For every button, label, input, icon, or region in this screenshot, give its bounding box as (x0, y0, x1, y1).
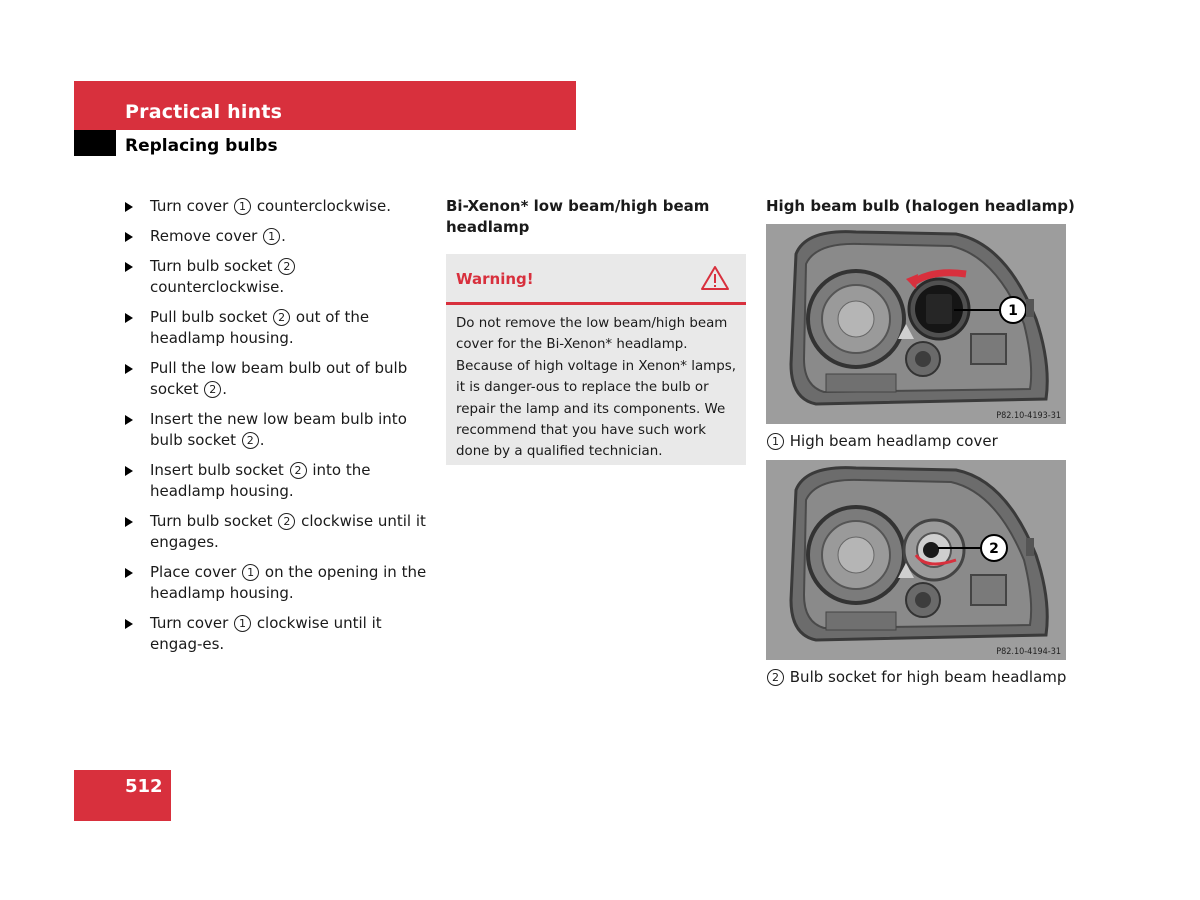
callout-number: 2 (767, 669, 784, 686)
chapter-title: Practical hints (125, 101, 283, 123)
figure-caption: 1 High beam headlamp cover (766, 431, 998, 452)
headlamp-illustration (766, 460, 1066, 660)
bullet-arrow-icon (125, 313, 133, 323)
callout-number: 1 (234, 198, 251, 215)
step-item: Turn bulb socket 2 counterclockwise. (125, 256, 435, 298)
callout-number: 1 (234, 615, 251, 632)
warning-box (446, 254, 746, 465)
step-item: Place cover 1 on the opening in the headlamp housing. (125, 562, 435, 604)
headlamp-photo-socket (766, 460, 1066, 660)
step-item: Insert the new low beam bulb into bulb socket 2 . (125, 409, 435, 451)
callout-number: 2 (273, 309, 290, 326)
bullet-arrow-icon (125, 466, 133, 476)
figure-caption: 2 Bulb socket for high beam headlamp (766, 667, 1066, 688)
bixenon-heading: Bi-Xenon* low beam/high beam headlamp (446, 197, 710, 236)
headlamp-photo-cover (766, 224, 1066, 424)
callout-number: 2 (290, 462, 307, 479)
callout-number: 2 (278, 513, 295, 530)
page-number: 512 (125, 776, 163, 797)
bullet-arrow-icon (125, 364, 133, 374)
callout-number: 2 (278, 258, 295, 275)
callout-number: 1 (242, 564, 259, 581)
step-item: Pull the low beam bulb out of bulb socket 2 . (125, 358, 435, 400)
bullet-arrow-icon (125, 517, 133, 527)
step-item: Insert bulb socket 2 into the headlamp housing. (125, 460, 435, 502)
bullet-arrow-icon (125, 568, 133, 578)
bullet-arrow-icon (125, 202, 133, 212)
instruction-steps (125, 196, 435, 664)
section-title: Replacing bulbs (125, 136, 278, 156)
step-item: Turn cover 1 clockwise until it engag-es. (125, 613, 435, 655)
callout-number: 1 (263, 228, 280, 245)
warning-text: Do not remove the low beam/high beam cover for the Bi-Xenon* headlamp. Because of high voltage in Xenon* lamps, it is danger-ous to replace the bulb or repair the lamp and its components. We recommend that you have such work done by a qualified technician. (456, 316, 736, 460)
step-item: Pull bulb socket 2 out of the headlamp housing. (125, 307, 435, 349)
step-item: Turn cover 1 counterclockwise. (125, 196, 435, 217)
photo-callout: 2 (989, 541, 999, 557)
callout-number: 2 (204, 381, 221, 398)
warning-header (446, 254, 746, 305)
figure-code: P82.10-4194-31 (996, 647, 1061, 657)
callout-number: 2 (242, 432, 259, 449)
figure-code: P82.10-4193-31 (996, 411, 1061, 421)
bullet-arrow-icon (125, 262, 133, 272)
bullet-arrow-icon (125, 619, 133, 629)
headlamp-illustration (766, 224, 1066, 424)
high-beam-heading: High beam bulb (halogen headlamp) (766, 197, 1075, 215)
photo-callout: 1 (1008, 303, 1018, 319)
callout-number: 1 (767, 433, 784, 450)
bullet-arrow-icon (125, 232, 133, 242)
step-item: Turn bulb socket 2 clockwise until it engages. (125, 511, 435, 553)
step-item: Remove cover 1 . (125, 226, 435, 247)
warning-title: Warning! (456, 270, 534, 288)
warning-triangle-icon (700, 265, 730, 291)
bullet-arrow-icon (125, 415, 133, 425)
section-marker (74, 130, 116, 156)
